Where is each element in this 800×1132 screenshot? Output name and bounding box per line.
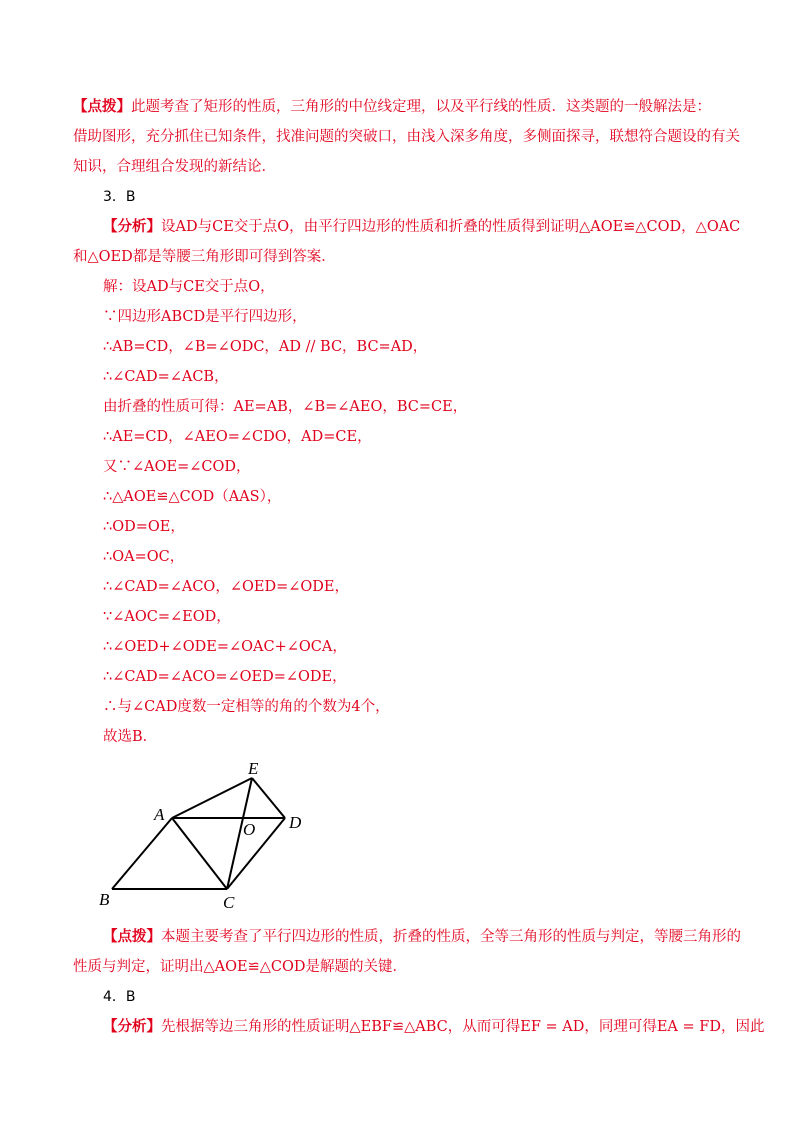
label-c: C xyxy=(223,893,235,912)
solution-step: ∴OA=OC， xyxy=(103,549,185,565)
tip-paragraph-line2: 借助图形，充分抓住已知条件，找准问题的突破口，由浅入深多角度，多侧面探寻，联想符合题设的有关 xyxy=(73,129,740,145)
analysis-label: 【分析】 xyxy=(103,218,161,235)
tip-label: 【点拨】 xyxy=(103,928,161,945)
analysis-3-line2: 和△OED都是等腰三角形即可得到答案． xyxy=(73,249,336,265)
solution-step: 故选B． xyxy=(103,729,158,745)
solution-step: ∴与∠CAD度数一定相等的角的个数为4个， xyxy=(103,699,390,715)
tip-text: 此题考查了矩形的性质，三角形的中位线定理，以及平行线的性质．这类题的一般解法是： xyxy=(131,99,711,115)
analysis-text: 先根据等边三角形的性质证明△EBF≌△ABC，从而可得EF = AD，同理可得EA = FD，因此 xyxy=(161,1019,765,1035)
tip-3-line2: 性质与判定，证明出△AOE≌△COD是解题的关键． xyxy=(73,959,408,975)
label-d: D xyxy=(289,813,302,832)
analysis-4-line1 xyxy=(103,1017,763,1037)
solution-step: ∴OD=OE， xyxy=(103,519,185,535)
answer-3: 3．B xyxy=(103,189,136,205)
solution-step: ∴∠OED+∠ODE=∠OAC+∠OCA， xyxy=(103,639,347,655)
solution-step: ∵四边形ABCD是平行四边形， xyxy=(103,309,307,325)
segment-ae xyxy=(172,778,252,818)
tip-3-line1 xyxy=(103,927,763,947)
solution-step: ∴∠CAD=∠ACO=∠OED=∠ODE， xyxy=(103,669,347,685)
solution-step: 由折叠的性质可得：AE=AB，∠B=∠AEO，BC=CE， xyxy=(103,399,468,415)
analysis-text: 设AD与CE交于点O，由平行四边形的性质和折叠的性质得到证明△AOE≌△COD，△OAC xyxy=(161,219,741,235)
label-o: O xyxy=(243,820,256,839)
label-a: A xyxy=(154,805,165,824)
parallelogram-figure xyxy=(90,760,330,915)
tip-paragraph-line3: 知识，合理组合发现的新结论． xyxy=(73,159,276,175)
answer-4: 4．B xyxy=(103,989,136,1005)
analysis-label: 【分析】 xyxy=(103,1018,161,1035)
solution-step: ∴AE=CD，∠AEO=∠CDO，AD=CE， xyxy=(103,429,372,445)
tip-label: 【点拨】 xyxy=(73,98,131,115)
analysis-3-line1 xyxy=(103,217,763,237)
solution-step: 解：设AD与CE交于点O， xyxy=(103,279,275,295)
solution-step: ∴∠CAD=∠ACB， xyxy=(103,369,229,385)
segment-ed xyxy=(252,778,285,818)
tip-paragraph-line1 xyxy=(73,97,733,117)
solution-step: ∵∠AOC=∠EOD， xyxy=(103,609,231,625)
solution-step: ∴∠CAD=∠ACO，∠OED=∠ODE， xyxy=(103,579,349,595)
segment-ac xyxy=(172,818,227,889)
solution-step: 又∵∠AOE=∠COD， xyxy=(103,459,251,475)
tip-text: 本题主要考查了平行四边形的性质，折叠的性质，全等三角形的性质与判定，等腰三角形的 xyxy=(161,929,741,945)
label-b: B xyxy=(99,890,110,909)
solution-step: ∴△AOE≌△COD（AAS）， xyxy=(103,489,282,505)
label-e: E xyxy=(248,760,259,778)
segment-ab xyxy=(112,818,172,889)
solution-step: ∴AB=CD，∠B=∠ODC，AD // BC，BC=AD， xyxy=(103,339,428,355)
